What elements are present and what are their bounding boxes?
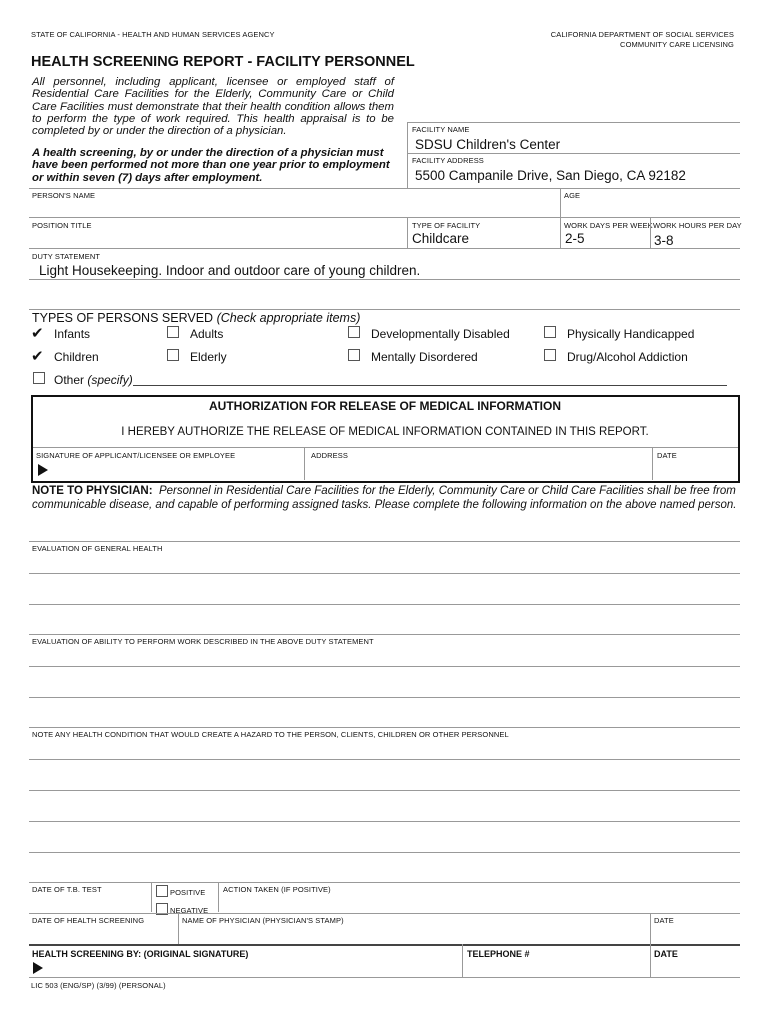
children-checkbox[interactable]: ✔ bbox=[31, 347, 44, 365]
other-label-note: (specify) bbox=[87, 373, 133, 387]
physician-name-field[interactable] bbox=[182, 926, 644, 942]
general-health-field[interactable] bbox=[30, 553, 738, 633]
position-title-field[interactable] bbox=[32, 230, 402, 246]
physician-note-text: Personnel in Residential Care Facilities for the Elderly, Community Care or Child Care Facilities shall be free from communicable disease, and capable of performing assigned tasks. Please complete the following information on the above named person. bbox=[32, 485, 737, 511]
elderly-label: Elderly bbox=[190, 350, 227, 364]
children-label: Children bbox=[54, 350, 99, 364]
elderly-checkbox[interactable] bbox=[167, 349, 179, 361]
agency-right-line1: CALIFORNIA DEPARTMENT OF SOCIAL SERVICES bbox=[550, 30, 734, 39]
work-hours-field[interactable]: 3-8 bbox=[654, 233, 674, 248]
facility-address-label: FACILITY ADDRESS bbox=[412, 156, 484, 165]
hazard-condition-label: NOTE ANY HEALTH CONDITION THAT WOULD CREATE A HAZARD TO THE PERSON, CLIENTS, CHILDREN OR OTHER PERSONNEL bbox=[32, 730, 509, 739]
facility-name-field[interactable]: SDSU Children's Center bbox=[415, 137, 561, 152]
ability-evaluation-field[interactable] bbox=[30, 646, 738, 726]
drug-alcohol-label: Drug/Alcohol Addiction bbox=[567, 350, 688, 364]
duty-statement-field[interactable]: Light Housekeeping. Indoor and outdoor care of young children. bbox=[39, 263, 421, 278]
screening-signature-arrow-icon bbox=[33, 962, 43, 974]
adults-label: Adults bbox=[190, 327, 224, 341]
tb-negative-label: NEGATIVE bbox=[170, 906, 209, 915]
developmentally-disabled-checkbox[interactable] bbox=[348, 326, 360, 338]
facility-address-field[interactable]: 5500 Campanile Drive, San Diego, CA 92182 bbox=[415, 168, 686, 183]
action-taken-label: ACTION TAKEN (IF POSITIVE) bbox=[223, 885, 331, 894]
drug-alcohol-checkbox[interactable] bbox=[544, 349, 556, 361]
telephone-field[interactable] bbox=[467, 960, 643, 976]
authorization-date-label: DATE bbox=[657, 451, 677, 460]
other-specify-field[interactable] bbox=[133, 385, 727, 386]
infants-label: Infants bbox=[54, 327, 91, 341]
mentally-disordered-checkbox[interactable] bbox=[348, 349, 360, 361]
screening-date-label: DATE bbox=[654, 916, 674, 925]
authorization-statement: I HEREBY AUTHORIZE THE RELEASE OF MEDICAL INFORMATION CONTAINED IN THIS REPORT. bbox=[121, 426, 649, 438]
work-days-label: WORK DAYS PER WEEK bbox=[564, 221, 653, 230]
facility-type-field[interactable]: Childcare bbox=[412, 231, 470, 246]
infants-checkbox[interactable]: ✔ bbox=[31, 324, 44, 342]
facility-type-label: TYPE OF FACILITY bbox=[412, 221, 481, 230]
tb-test-date-field[interactable] bbox=[32, 895, 147, 909]
footer-date-label: DATE bbox=[654, 949, 678, 959]
footer-date-field[interactable] bbox=[654, 960, 736, 976]
persons-served-heading-text: TYPES OF PERSONS SERVED bbox=[32, 311, 214, 325]
form-id: LIC 503 (ENG/SP) (3/99) (PERSONAL) bbox=[31, 981, 166, 990]
page-title: HEALTH SCREENING REPORT - FACILITY PERSONNEL bbox=[31, 54, 415, 70]
physician-name-label: NAME OF PHYSICIAN (PHYSICIAN'S STAMP) bbox=[182, 916, 344, 925]
physically-handicapped-label: Physically Handicapped bbox=[567, 327, 695, 341]
agency-left: STATE OF CALIFORNIA - HEALTH AND HUMAN SERVICES AGENCY bbox=[31, 30, 275, 39]
persons-served-heading-note: (Check appropriate items) bbox=[216, 311, 361, 325]
action-taken-field[interactable] bbox=[223, 895, 735, 909]
health-screening-date-field[interactable] bbox=[32, 926, 172, 942]
health-screening-date-label: DATE OF HEALTH SCREENING bbox=[32, 916, 145, 925]
duty-statement-label: DUTY STATEMENT bbox=[32, 252, 101, 261]
work-hours-label: WORK HOURS PER DAY bbox=[653, 221, 742, 230]
screening-by-label: HEALTH SCREENING BY: (ORIGINAL SIGNATURE) bbox=[32, 949, 249, 959]
other-label-text: Other bbox=[54, 373, 85, 387]
physically-handicapped-checkbox[interactable] bbox=[544, 326, 556, 338]
general-health-label: EVALUATION OF GENERAL HEALTH bbox=[32, 544, 163, 553]
hazard-condition-field[interactable] bbox=[30, 739, 738, 879]
agency-right-line2: COMMUNITY CARE LICENSING bbox=[620, 40, 734, 49]
adults-checkbox[interactable] bbox=[167, 326, 179, 338]
persons-name-field[interactable] bbox=[32, 198, 552, 215]
developmentally-disabled-label: Developmentally Disabled bbox=[371, 327, 510, 341]
intro-paragraph: All personnel, including applicant, licensee or employed staff of Residential Care Facilities for the Elderly, Community Care or Child Care Facilities must demonstrate that their health condition allows them to perform the type of work required. This health appraisal is to be completed by or under the direction of a physician. bbox=[32, 76, 394, 138]
age-label: AGE bbox=[564, 191, 581, 200]
persons-served-heading bbox=[32, 311, 360, 325]
applicant-address-label: ADDRESS bbox=[311, 451, 348, 460]
screening-date-field[interactable] bbox=[654, 926, 736, 942]
intro-warning: A health screening, by or under the direction of a physician must have been performed not more than one year prior to employment or within seven (7) days after employment. bbox=[32, 147, 390, 184]
signature-arrow-icon bbox=[38, 464, 48, 476]
applicant-address-field[interactable] bbox=[311, 460, 649, 477]
tb-positive-label: POSITIVE bbox=[170, 888, 206, 897]
position-title-label: POSITION TITLE bbox=[32, 221, 92, 230]
applicant-signature-field[interactable] bbox=[52, 460, 297, 477]
mentally-disordered-label: Mentally Disordered bbox=[371, 350, 478, 364]
physician-note-label: NOTE TO PHYSICIAN: bbox=[32, 485, 153, 497]
applicant-signature-label: SIGNATURE OF APPLICANT/LICENSEE OR EMPLOYEE bbox=[36, 451, 236, 460]
screening-signature-field[interactable] bbox=[48, 958, 453, 976]
ability-evaluation-label: EVALUATION OF ABILITY TO PERFORM WORK DESCRIBED IN THE ABOVE DUTY STATEMENT bbox=[32, 637, 374, 646]
age-field[interactable] bbox=[564, 198, 734, 215]
other-label bbox=[54, 373, 133, 387]
telephone-label: TELEPHONE # bbox=[467, 949, 530, 959]
authorization-date-field[interactable] bbox=[657, 460, 733, 477]
persons-name-label: PERSON'S NAME bbox=[32, 191, 96, 200]
tb-test-date-label: DATE OF T.B. TEST bbox=[32, 885, 102, 894]
physician-note bbox=[32, 484, 742, 512]
facility-name-label: FACILITY NAME bbox=[412, 125, 470, 134]
work-days-field[interactable]: 2-5 bbox=[565, 231, 585, 246]
authorization-title: AUTHORIZATION FOR RELEASE OF MEDICAL INFORMATION bbox=[209, 399, 561, 413]
other-checkbox[interactable] bbox=[33, 372, 45, 384]
tb-positive-checkbox[interactable] bbox=[156, 885, 168, 897]
